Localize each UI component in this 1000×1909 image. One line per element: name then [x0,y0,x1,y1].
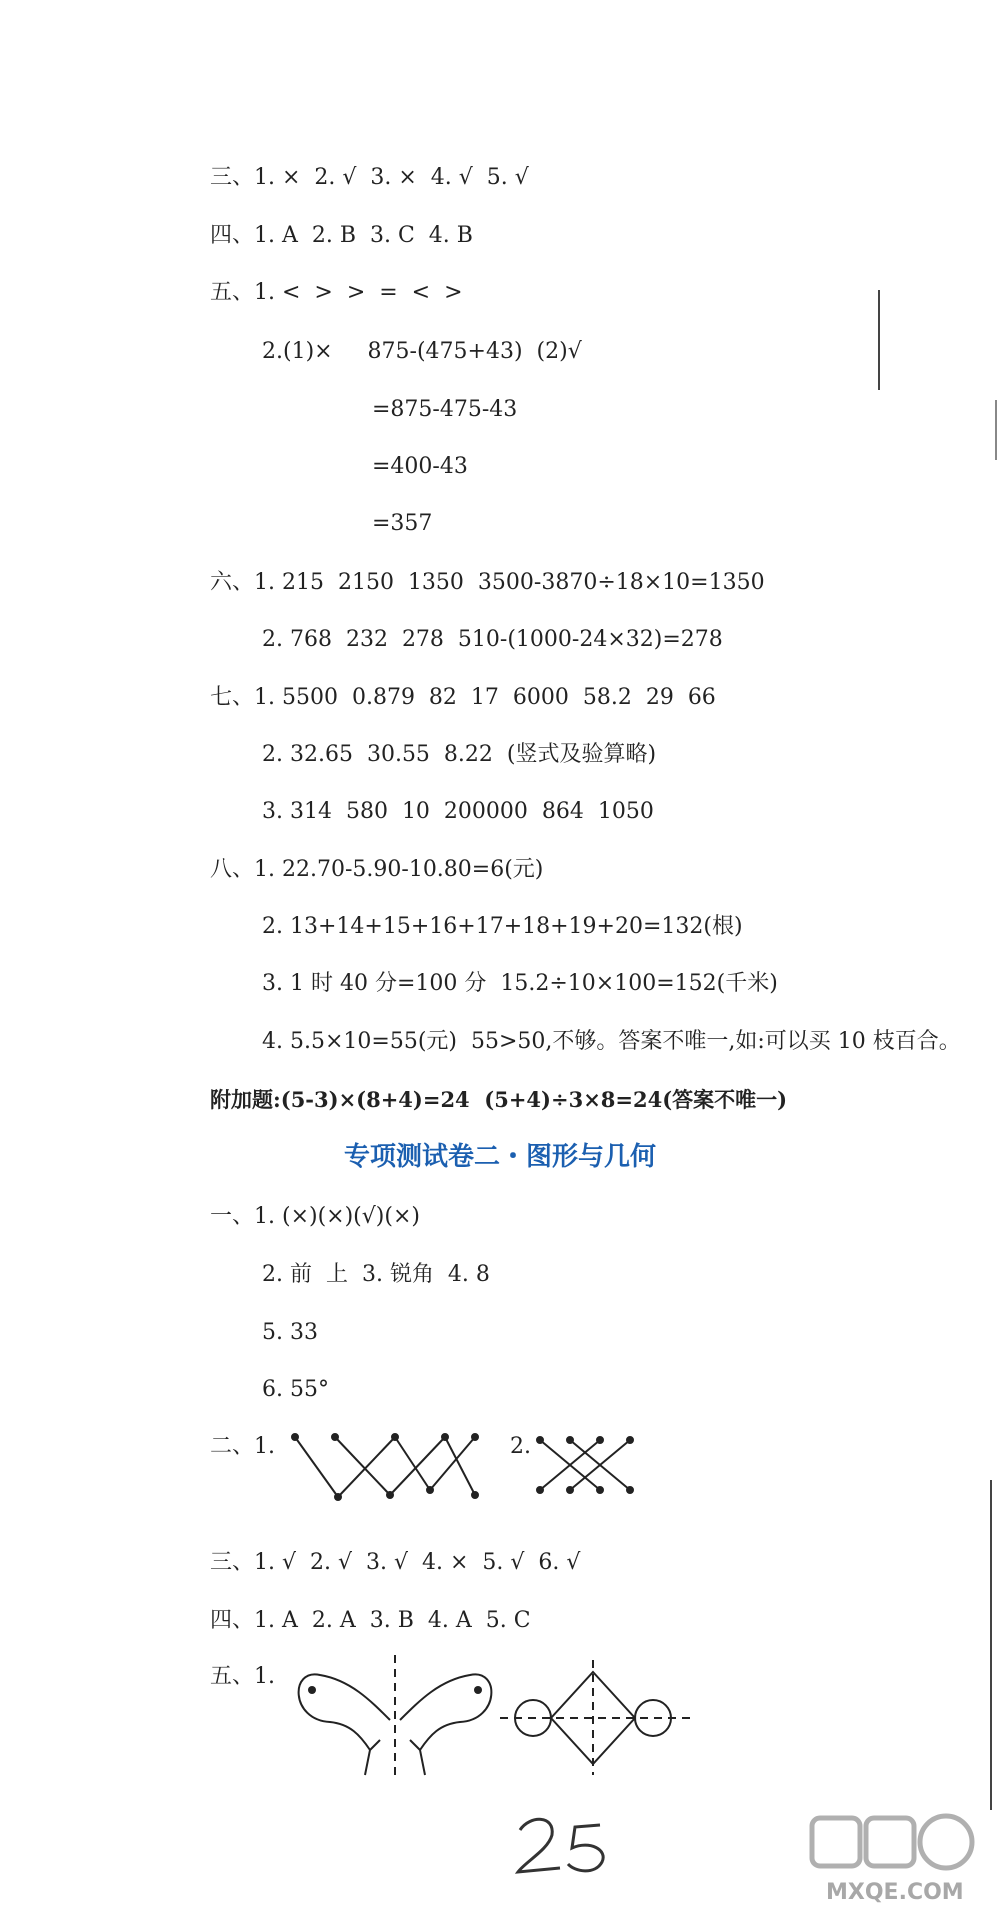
answer-line: 二、1. [210,1434,275,1459]
answer-line: 附加题:(5-3)×(8+4)=24 (5+4)÷3×8=24(答案不唯一) [210,1087,788,1112]
answer-line: 2. 32.65 30.55 8.22 (竖式及验算略) [262,742,657,767]
answer-line: 2.(1)× 875-(475+43) (2)√ [262,339,582,364]
svg-text:MXQE.COM: MXQE.COM [826,1880,964,1905]
answer-line: 3. 1 时 40 分=100 分 15.2÷10×100=152(千米) [262,971,778,996]
answer-line: 七、1. 5500 0.879 82 17 6000 58.2 29 66 [210,685,716,710]
answer-line: 3. 314 580 10 200000 864 1050 [262,799,654,824]
section-title: 专项测试卷二・图形与几何 [343,1142,656,1172]
answer-line: 五、1. [210,1664,275,1689]
answer-line: 四、1. A 2. B 3. C 4. B [210,223,473,248]
answer-line: 2. [510,1434,531,1459]
answer-line: 2. 13+14+15+16+17+18+19+20=132(根) [262,914,743,939]
answer-line: 2. 前 上 3. 锐角 4. 8 [262,1262,490,1287]
answer-line: =357 [372,511,433,536]
answer-line: 2. 768 232 278 510-(1000-24×32)=278 [262,627,723,652]
answer-line: 五、1. < > > = < > [210,280,463,305]
answer-line: 四、1. A 2. A 3. B 4. A 5. C [210,1608,531,1633]
answer-line: =400-43 [372,454,468,479]
answer-line: 六、1. 215 2150 1350 3500-3870÷18×10=1350 [210,570,765,595]
answer-line: 三、1. × 2. √ 3. × 4. √ 5. √ [210,165,529,190]
answer-line: 一、1. (×)(×)(√)(×) [210,1204,420,1229]
answer-line: 八、1. 22.70-5.90-10.80=6(元) [210,857,544,882]
answer-line: 4. 5.5×10=55(元) 55>50,不够。答案不唯一,如:可以买 10 枝百合。 [262,1029,961,1054]
answer-line: =875-475-43 [372,397,518,422]
answer-line: 6. 55° [262,1377,329,1402]
answer-line: 三、1. √ 2. √ 3. √ 4. × 5. √ 6. √ [210,1550,581,1575]
answer-line: 5. 33 [262,1320,318,1345]
